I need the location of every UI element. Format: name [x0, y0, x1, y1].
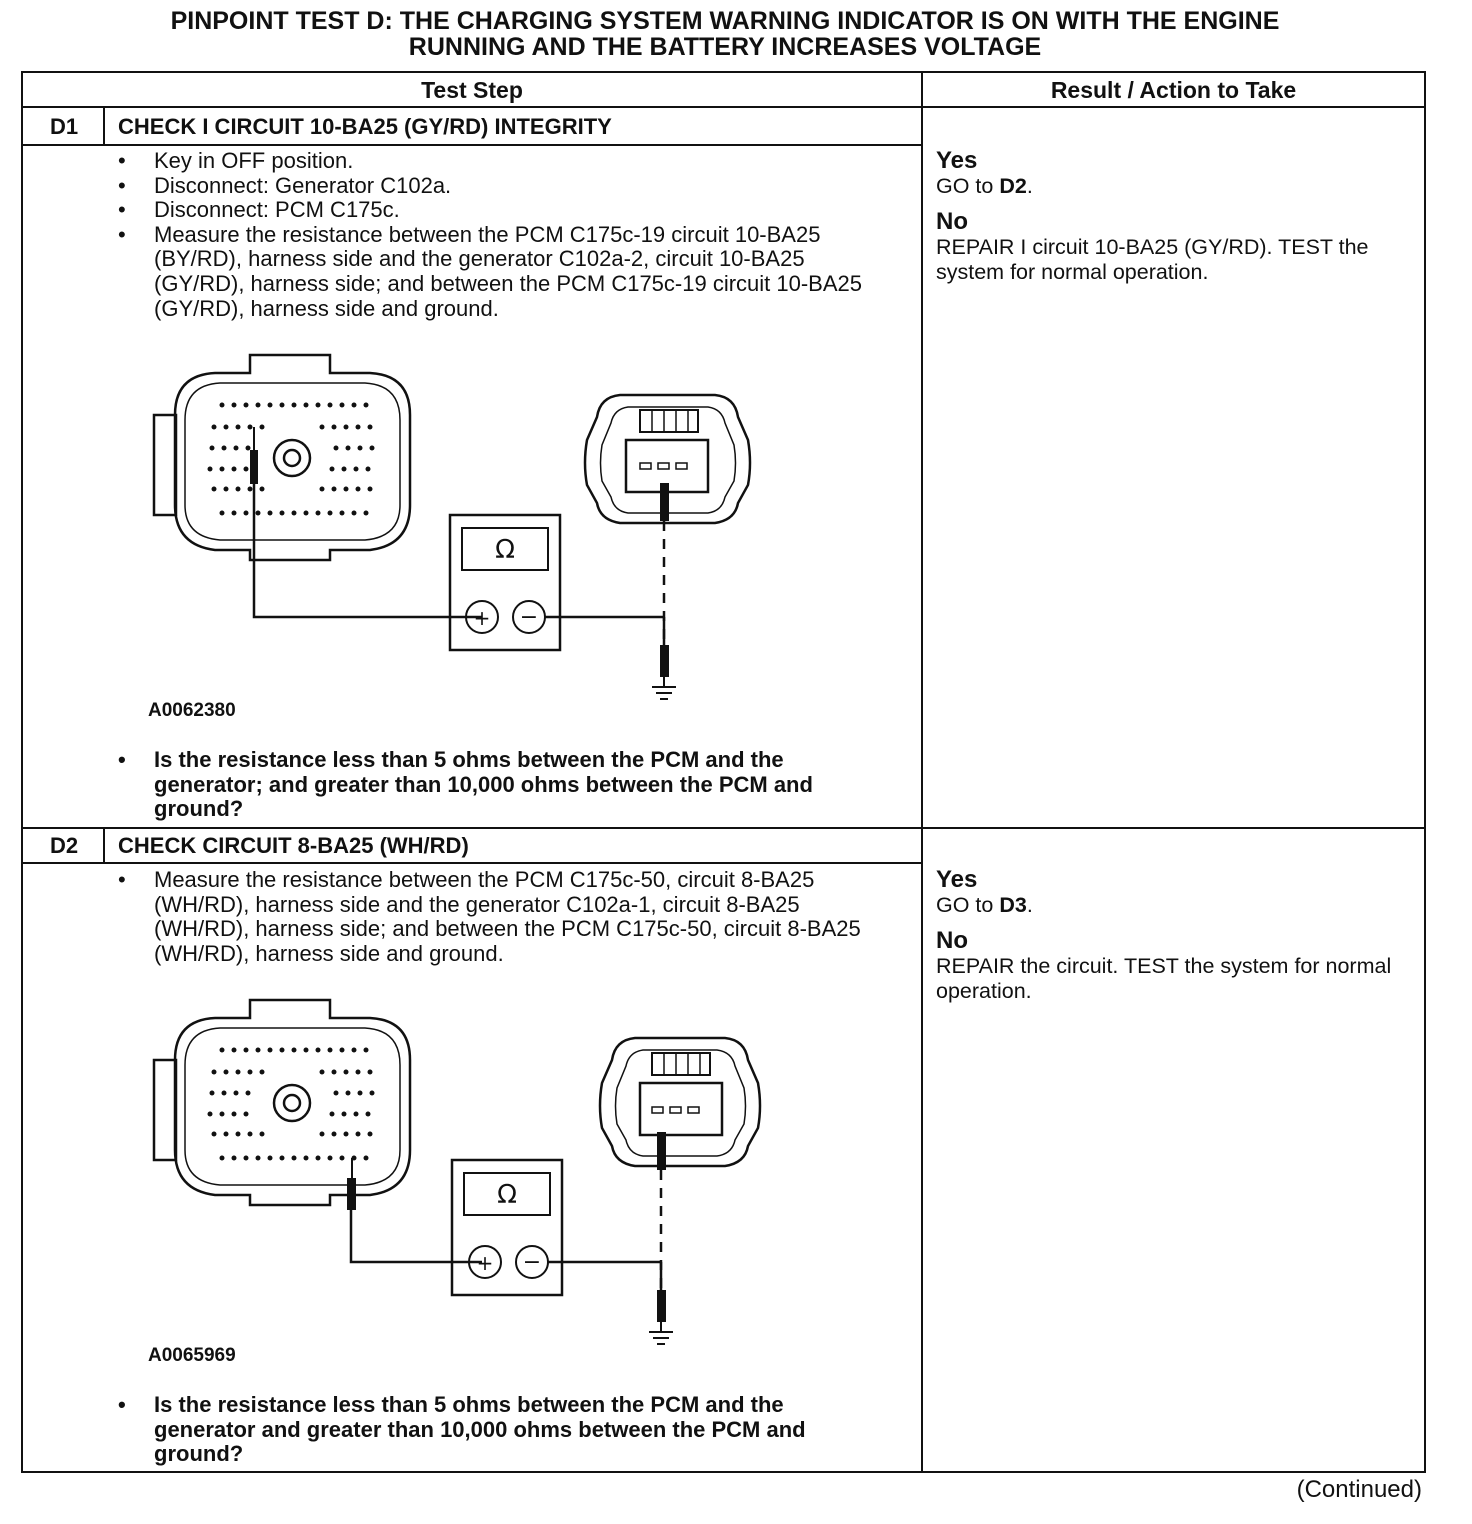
ground-icon: [649, 1322, 673, 1344]
figure-id-d1: A0062380: [148, 700, 236, 721]
step-d2-result: [936, 867, 1416, 1004]
continued-note: (Continued): [1296, 1476, 1422, 1503]
pcm-pin-grid: [208, 1048, 375, 1161]
step-d2-bullet-list: [118, 868, 878, 966]
step-id-d2: D2: [49, 833, 79, 858]
figure-id-d2: A0065969: [148, 1345, 236, 1366]
d2-no-label: No: [936, 927, 968, 954]
step-title-d2: CHECK CIRCUIT 8-BA25 (WH/RD): [118, 833, 469, 858]
step-d1-instructions: [118, 149, 878, 321]
d1-yes-suffix: .: [1026, 174, 1033, 198]
step-d2-bullet: • Measure the resistance between the PCM C175c-50, circuit 8-BA25 (WH/RD), harness side and the generator C102a-1, circuit 8-BA25 (WH/RD), harness side; and between the PCM C175c-50, circuit 8-BA25 (WH/RD), harness side and ground.: [118, 868, 878, 966]
header-result-action: Result / Action to Take: [1050, 77, 1297, 103]
step-d1-result: [936, 148, 1416, 285]
ohm-symbol: Ω: [495, 535, 515, 565]
meter-plus-terminal: +: [473, 606, 491, 630]
step-d1-bullet-list: [118, 149, 878, 321]
meter-plus-terminal: +: [476, 1251, 494, 1275]
ground-icon: [652, 677, 676, 699]
d1-wiring-diagram: [140, 345, 770, 710]
generator-connector-icon: [600, 1038, 760, 1166]
step-d2-question-text: • Is the resistance less than 5 ohms between the PCM and the generator and greater than 10,000 ohms between the PCM and ground?: [118, 1393, 878, 1467]
ohm-symbol: Ω: [497, 1180, 517, 1210]
title-line-1: PINPOINT TEST D: THE CHARGING SYSTEM WARNING INDICATOR IS ON WITH THE ENGINE: [170, 7, 1280, 35]
meter-minus-terminal: −: [522, 1250, 542, 1275]
step-d1-question-text: • Is the resistance less than 5 ohms between the PCM and the generator; and greater than 10,000 ohms between the PCM and ground?: [118, 748, 878, 822]
step-d1-bullet: • Disconnect: Generator C102a.: [118, 174, 878, 199]
step-d1-bullet: • Key in OFF position.: [118, 149, 878, 174]
d1-yes-target: D2: [999, 174, 1027, 198]
ground-probe-icon: [657, 1290, 666, 1322]
d1-yes-action: [936, 174, 1416, 199]
d2-yes-suffix: .: [1026, 893, 1033, 917]
d2-yes-action: [936, 893, 1416, 918]
d2-yes-target: D3: [999, 893, 1027, 917]
pcm-pin-grid: [208, 403, 375, 516]
step-d2-instructions: [118, 868, 878, 966]
generator-probe-icon: [657, 1132, 666, 1170]
step-d1-bullet: • Measure the resistance between the PCM C175c-19 circuit 10-BA25 (BY/RD), harness side and the generator C102a-2, circuit 10-BA25 (GY/RD), harness side; and between the PCM C175c-19 circuit 10-BA25 (GY/RD), harness side and ground.: [118, 223, 878, 321]
d2-yes-prefix: GO to: [936, 893, 1000, 917]
d2-yes-label: Yes: [936, 866, 978, 893]
pcm-connector-icon: [175, 1000, 410, 1205]
step-title-d1: CHECK I CIRCUIT 10-BA25 (GY/RD) INTEGRITY: [118, 114, 612, 139]
d1-yes-label: Yes: [936, 147, 978, 174]
d1-no-action: REPAIR I circuit 10-BA25 (GY/RD). TEST the system for normal operation.: [936, 235, 1369, 284]
header-test-step: Test Step: [421, 77, 523, 103]
pcm-probe-icon: [347, 1178, 356, 1210]
step-id-d1: D1: [49, 114, 79, 139]
generator-probe-icon: [660, 483, 669, 521]
meter-minus-terminal: −: [519, 605, 539, 630]
d2-wiring-diagram: [140, 990, 770, 1355]
d2-no-action: REPAIR the circuit. TEST the system for normal operation.: [936, 954, 1392, 1003]
pcm-probe-icon: [250, 450, 258, 484]
pcm-connector-icon: [175, 355, 410, 560]
d1-no-label: No: [936, 208, 968, 235]
d1-yes-prefix: GO to: [936, 174, 1000, 198]
ground-probe-icon: [660, 645, 669, 677]
step-d2-question: [118, 1393, 878, 1467]
step-d1-bullet: • Disconnect: PCM C175c.: [118, 198, 878, 223]
step-d1-question: [118, 748, 878, 822]
title-line-2: RUNNING AND THE BATTERY INCREASES VOLTAGE: [408, 33, 1042, 61]
